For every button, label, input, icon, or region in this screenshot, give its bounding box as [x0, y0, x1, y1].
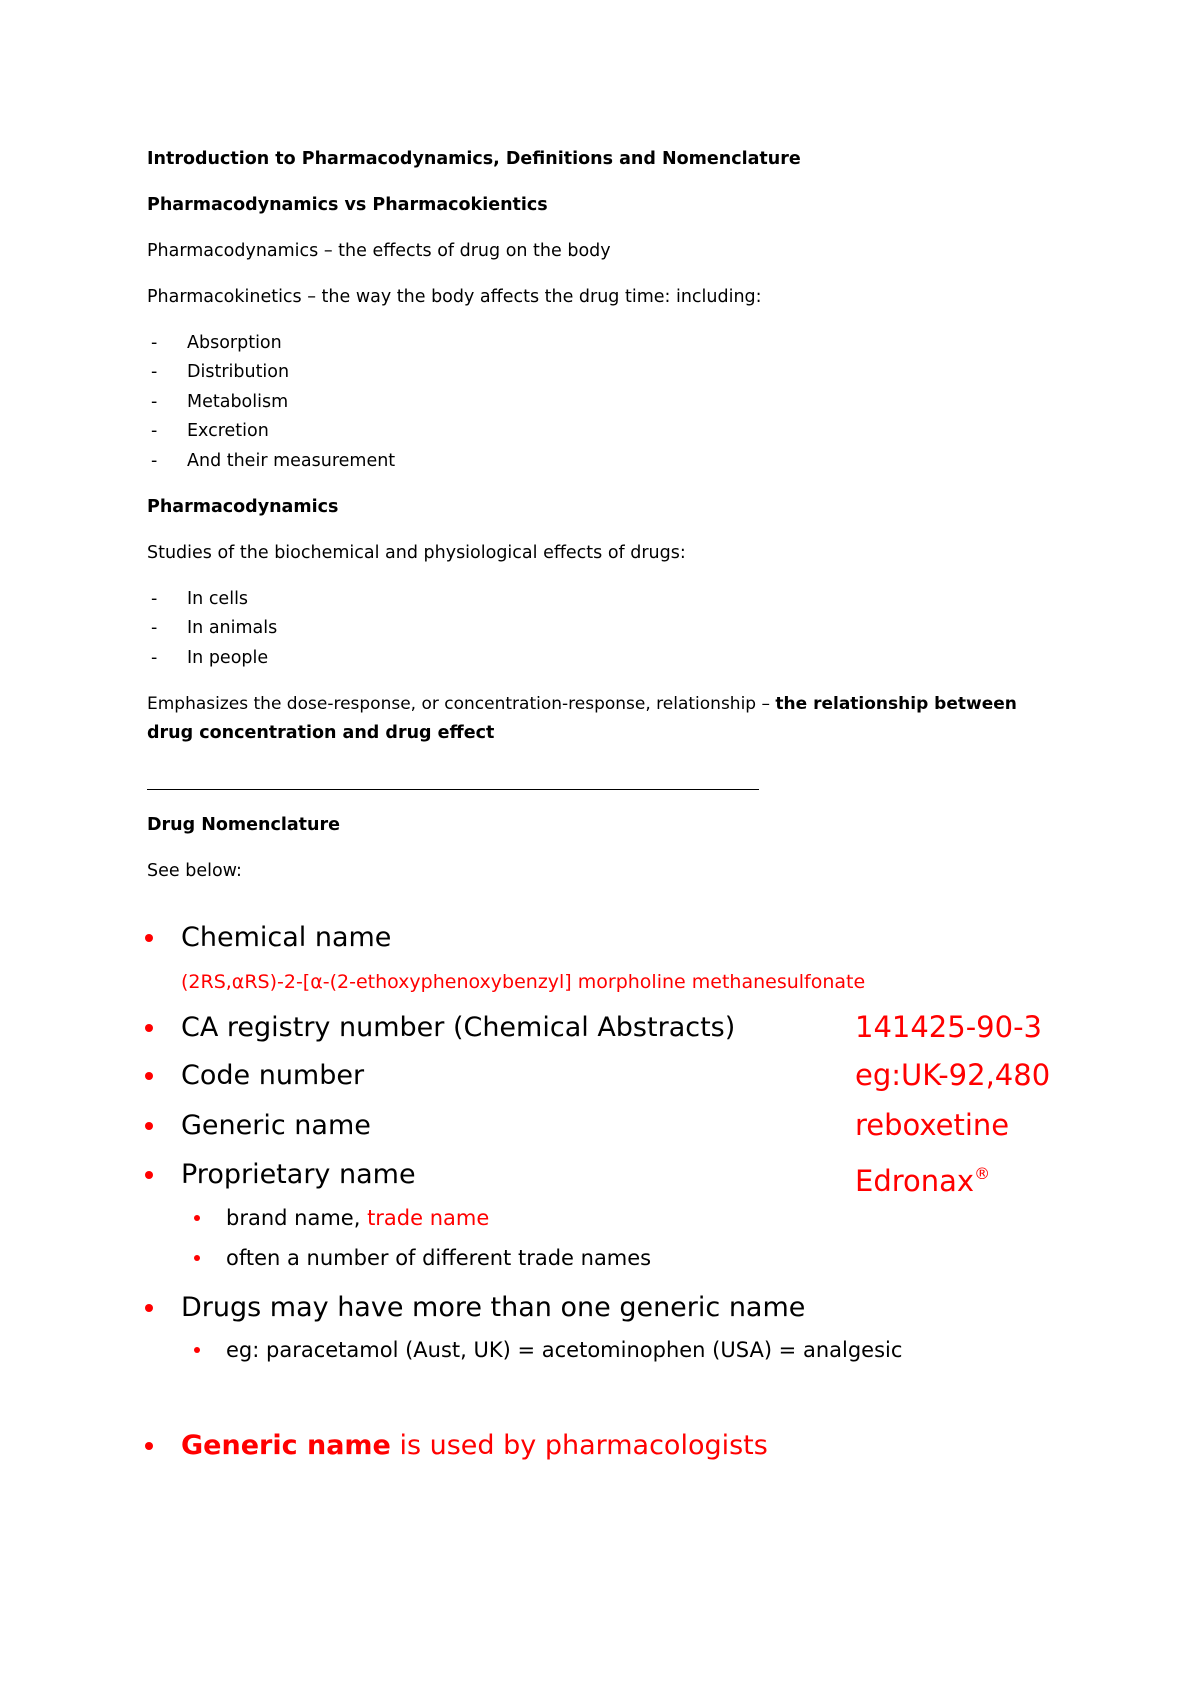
list-dash: - — [151, 421, 158, 441]
final-statement — [181, 1429, 768, 1463]
ca-registry-label: CA registry number (Chemical Abstracts) — [181, 1012, 736, 1043]
code-number-label: Code number — [181, 1060, 365, 1091]
emphasis-line-2: drug concentration and drug effect — [147, 723, 495, 743]
list-item: In animals — [187, 618, 278, 638]
bullet-icon — [145, 1024, 153, 1032]
ca-registry-value: 141425-90-3 — [855, 1010, 1042, 1044]
edronax-text: Edronax — [855, 1164, 975, 1198]
bullet-icon — [145, 1304, 153, 1312]
pd-intro: Studies of the biochemical and physiological effects of drugs: — [147, 543, 686, 563]
list-item: In cells — [187, 589, 249, 609]
proprietary-name-value — [855, 1157, 990, 1198]
bullet-icon — [145, 1072, 153, 1080]
bullet-icon — [145, 934, 153, 942]
list-dash: - — [151, 362, 158, 382]
bullet-icon — [194, 1255, 200, 1261]
drugs-example: eg: paracetamol (Aust, UK) = acetominophen (USA) = analgesic — [226, 1338, 903, 1362]
proprietary-name-label: Proprietary name — [181, 1159, 416, 1190]
trade-name-text: trade name — [367, 1206, 490, 1230]
list-dash: - — [151, 333, 158, 353]
bullet-icon — [145, 1122, 153, 1130]
pk-definition: Pharmacokinetics – the way the body affects the drug time: including: — [147, 287, 762, 307]
drugs-generic-label: Drugs may have more than one generic name — [181, 1292, 806, 1323]
list-dash: - — [151, 618, 158, 638]
list-item: Distribution — [187, 362, 290, 382]
chemical-name-label: Chemical name — [181, 922, 392, 953]
final-rest: is used by pharmacologists — [390, 1430, 768, 1461]
final-bold: Generic name — [181, 1430, 391, 1461]
list-item: Absorption — [187, 333, 282, 353]
pd-definition: Pharmacodynamics – the effects of drug on the body — [147, 241, 611, 261]
code-number-value: eg:UK-92,480 — [855, 1058, 1051, 1092]
section-heading-pd-vs-pk: Pharmacodynamics vs Pharmacokientics — [147, 195, 548, 215]
sub-trade-names: often a number of different trade names — [226, 1246, 652, 1270]
sub-brand-name — [226, 1205, 489, 1231]
section-heading-nomenclature: Drug Nomenclature — [147, 815, 340, 835]
section-heading-pd: Pharmacodynamics — [147, 497, 339, 517]
list-item: And their measurement — [187, 451, 396, 471]
list-dash: - — [151, 451, 158, 471]
list-dash: - — [151, 392, 158, 412]
document-title: Introduction to Pharmacodynamics, Definitions and Nomenclature — [147, 149, 801, 169]
list-item: Metabolism — [187, 392, 289, 412]
nomenclature-intro: See below: — [147, 861, 242, 881]
emphasis-line-1 — [147, 693, 1017, 715]
bullet-icon — [145, 1171, 153, 1179]
generic-name-label: Generic name — [181, 1110, 371, 1141]
bullet-icon — [194, 1347, 200, 1353]
horizontal-rule — [147, 789, 759, 790]
generic-name-value: reboxetine — [855, 1108, 1010, 1142]
emphasis-plain: Emphasizes the dose-response, or concentration-response, relationship – — [147, 694, 776, 714]
list-dash: - — [151, 648, 158, 668]
bullet-icon — [194, 1215, 200, 1221]
list-item: In people — [187, 648, 269, 668]
brand-name-text: brand name, — [226, 1206, 368, 1230]
list-item: Excretion — [187, 421, 269, 441]
list-dash: - — [151, 589, 158, 609]
chemical-name-value: (2RS,αRS)-2-[α-(2-ethoxyphenoxybenzyl] morpholine methanesulfonate — [181, 971, 866, 993]
bullet-icon — [145, 1442, 153, 1450]
emphasis-bold: the relationship between — [775, 694, 1017, 714]
registered-mark: ® — [974, 1164, 991, 1183]
